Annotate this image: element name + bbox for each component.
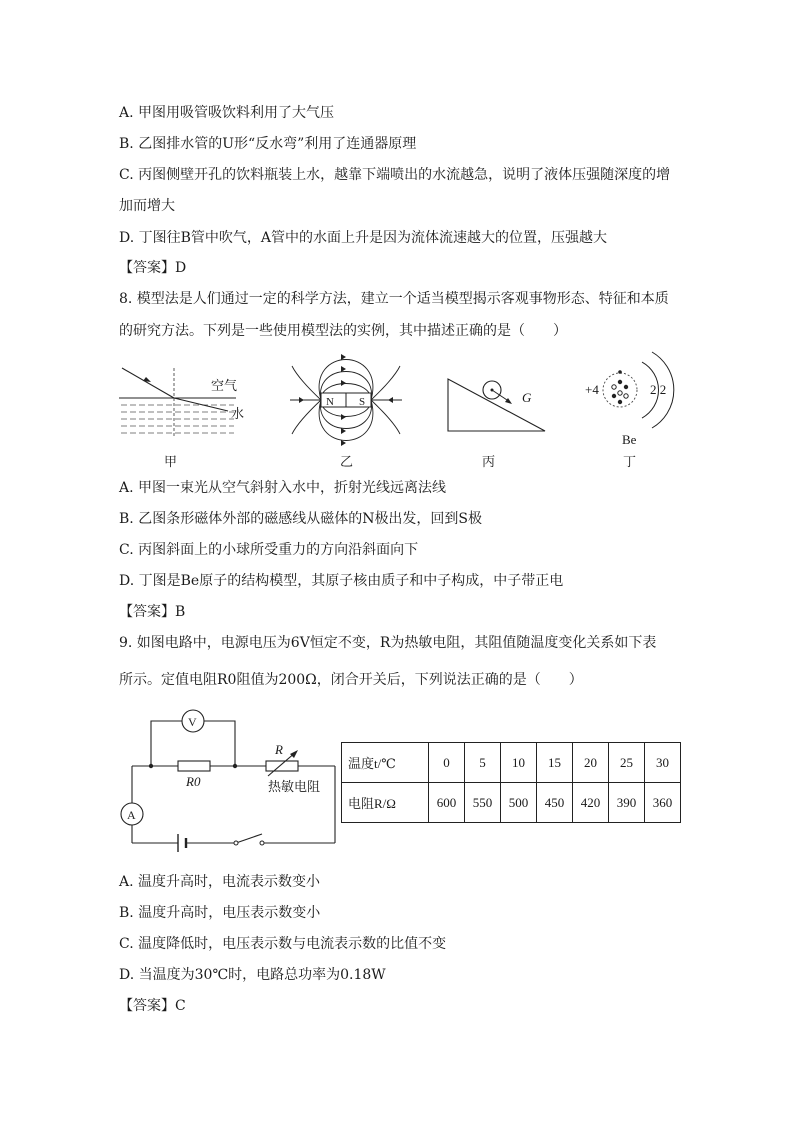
table-row-temperature bbox=[342, 743, 681, 783]
magnet-s-label: S bbox=[359, 396, 366, 408]
q8-answer: 【答案】B bbox=[119, 604, 186, 620]
table-cell: 420 bbox=[573, 783, 609, 823]
table-cell: 450 bbox=[537, 783, 573, 823]
q9-answer: 【答案】C bbox=[119, 998, 186, 1014]
q8-option-a: A. 甲图一束光从空气斜射入水中，折射光线远离法线 bbox=[119, 480, 447, 496]
q7-option-a: A. 甲图用吸管吸饮料利用了大气压 bbox=[119, 105, 335, 121]
thermistor-label: 热敏电阻 bbox=[268, 780, 321, 795]
q7-option-d: D. 丁图往B管中吹气，A管中的水面上升是因为流体流速越大的位置，压强越大 bbox=[119, 230, 608, 246]
table-cell: 550 bbox=[465, 783, 501, 823]
q9-option-b: B. 温度升高时，电压表示数变小 bbox=[119, 905, 321, 921]
table-cell: 360 bbox=[645, 783, 681, 823]
table-row-resistance bbox=[342, 783, 681, 823]
q7-answer: 【答案】D bbox=[119, 260, 187, 276]
q8-stem-line2: 的研究方法。下列是一些使用模型法的实例，其中描述正确的是（ ） bbox=[119, 323, 567, 339]
label-water: 水 bbox=[231, 407, 245, 422]
caption-yi: 乙 bbox=[340, 455, 354, 470]
table-cell: 500 bbox=[501, 783, 537, 823]
table-cell: 30 bbox=[645, 743, 681, 783]
figure-incline bbox=[446, 374, 550, 434]
ammeter-label: A bbox=[127, 808, 136, 822]
q8-option-c: C. 丙图斜面上的小球所受重力的方向沿斜面向下 bbox=[119, 542, 419, 558]
thermistor-table bbox=[341, 742, 681, 823]
table-cell: 0 bbox=[429, 743, 465, 783]
thermistor-r-label: R bbox=[275, 742, 283, 757]
label-gravity: G bbox=[522, 390, 532, 405]
caption-ding: 丁 bbox=[623, 455, 637, 470]
table-cell: 5 bbox=[465, 743, 501, 783]
table-cell: 25 bbox=[609, 743, 645, 783]
q7-option-b: B. 乙图排水管的U形“反水弯”利用了连通器原理 bbox=[119, 136, 417, 152]
q8-option-b: B. 乙图条形磁体外部的磁感线从磁体的N极出发，回到S极 bbox=[119, 511, 483, 527]
q9-stem-line2: 所示。定值电阻R0阻值为200Ω，闭合开关后，下列说法正确的是（ ） bbox=[119, 672, 583, 688]
table-cell: 20 bbox=[573, 743, 609, 783]
table-cell: 390 bbox=[609, 783, 645, 823]
caption-bing: 丙 bbox=[482, 455, 496, 470]
figure-magnet-field bbox=[288, 352, 404, 448]
label-air: 空气 bbox=[211, 379, 238, 394]
table-cell: 10 bbox=[501, 743, 537, 783]
q9-stem-line1: 9. 如图电路中，电源电压为6V恒定不变，R为热敏电阻，其阻值随温度变化关系如下表 bbox=[119, 635, 657, 651]
q9-option-a: A. 温度升高时，电流表示数变小 bbox=[119, 874, 321, 890]
q8-stem-line1: 8. 模型法是人们通过一定的科学方法，建立一个适当模型揭示客观事物形态、特征和本质 bbox=[119, 291, 669, 307]
figure-refraction bbox=[118, 362, 238, 442]
element-symbol: Be bbox=[622, 432, 637, 447]
nucleus-charge: +4 bbox=[585, 382, 599, 397]
q9-option-d: D. 当温度为30℃时，电路总功率为0.18W bbox=[119, 967, 386, 983]
table-header-resistance: 电阻R/Ω bbox=[342, 783, 429, 823]
table-cell: 600 bbox=[429, 783, 465, 823]
caption-jia: 甲 bbox=[164, 455, 178, 470]
q8-option-d: D. 丁图是Be原子的结构模型，其原子核由质子和中子构成，中子带正电 bbox=[119, 573, 564, 589]
table-header-temperature: 温度t/℃ bbox=[342, 743, 429, 783]
table-cell: 15 bbox=[537, 743, 573, 783]
q7-option-c-line1: C. 丙图侧壁开孔的饮料瓶装上水，越靠下端喷出的水流越急，说明了液体压强随深度的增 bbox=[119, 167, 671, 183]
magnet-n-label: N bbox=[326, 396, 334, 408]
q9-option-c: C. 温度降低时，电压表示数与电流表示数的比值不变 bbox=[119, 936, 447, 952]
shell-electrons: 2 2 bbox=[650, 382, 667, 397]
q7-option-c-line2: 加而增大 bbox=[119, 198, 175, 214]
r0-label: R0 bbox=[186, 774, 201, 789]
voltmeter-label: V bbox=[188, 715, 197, 729]
